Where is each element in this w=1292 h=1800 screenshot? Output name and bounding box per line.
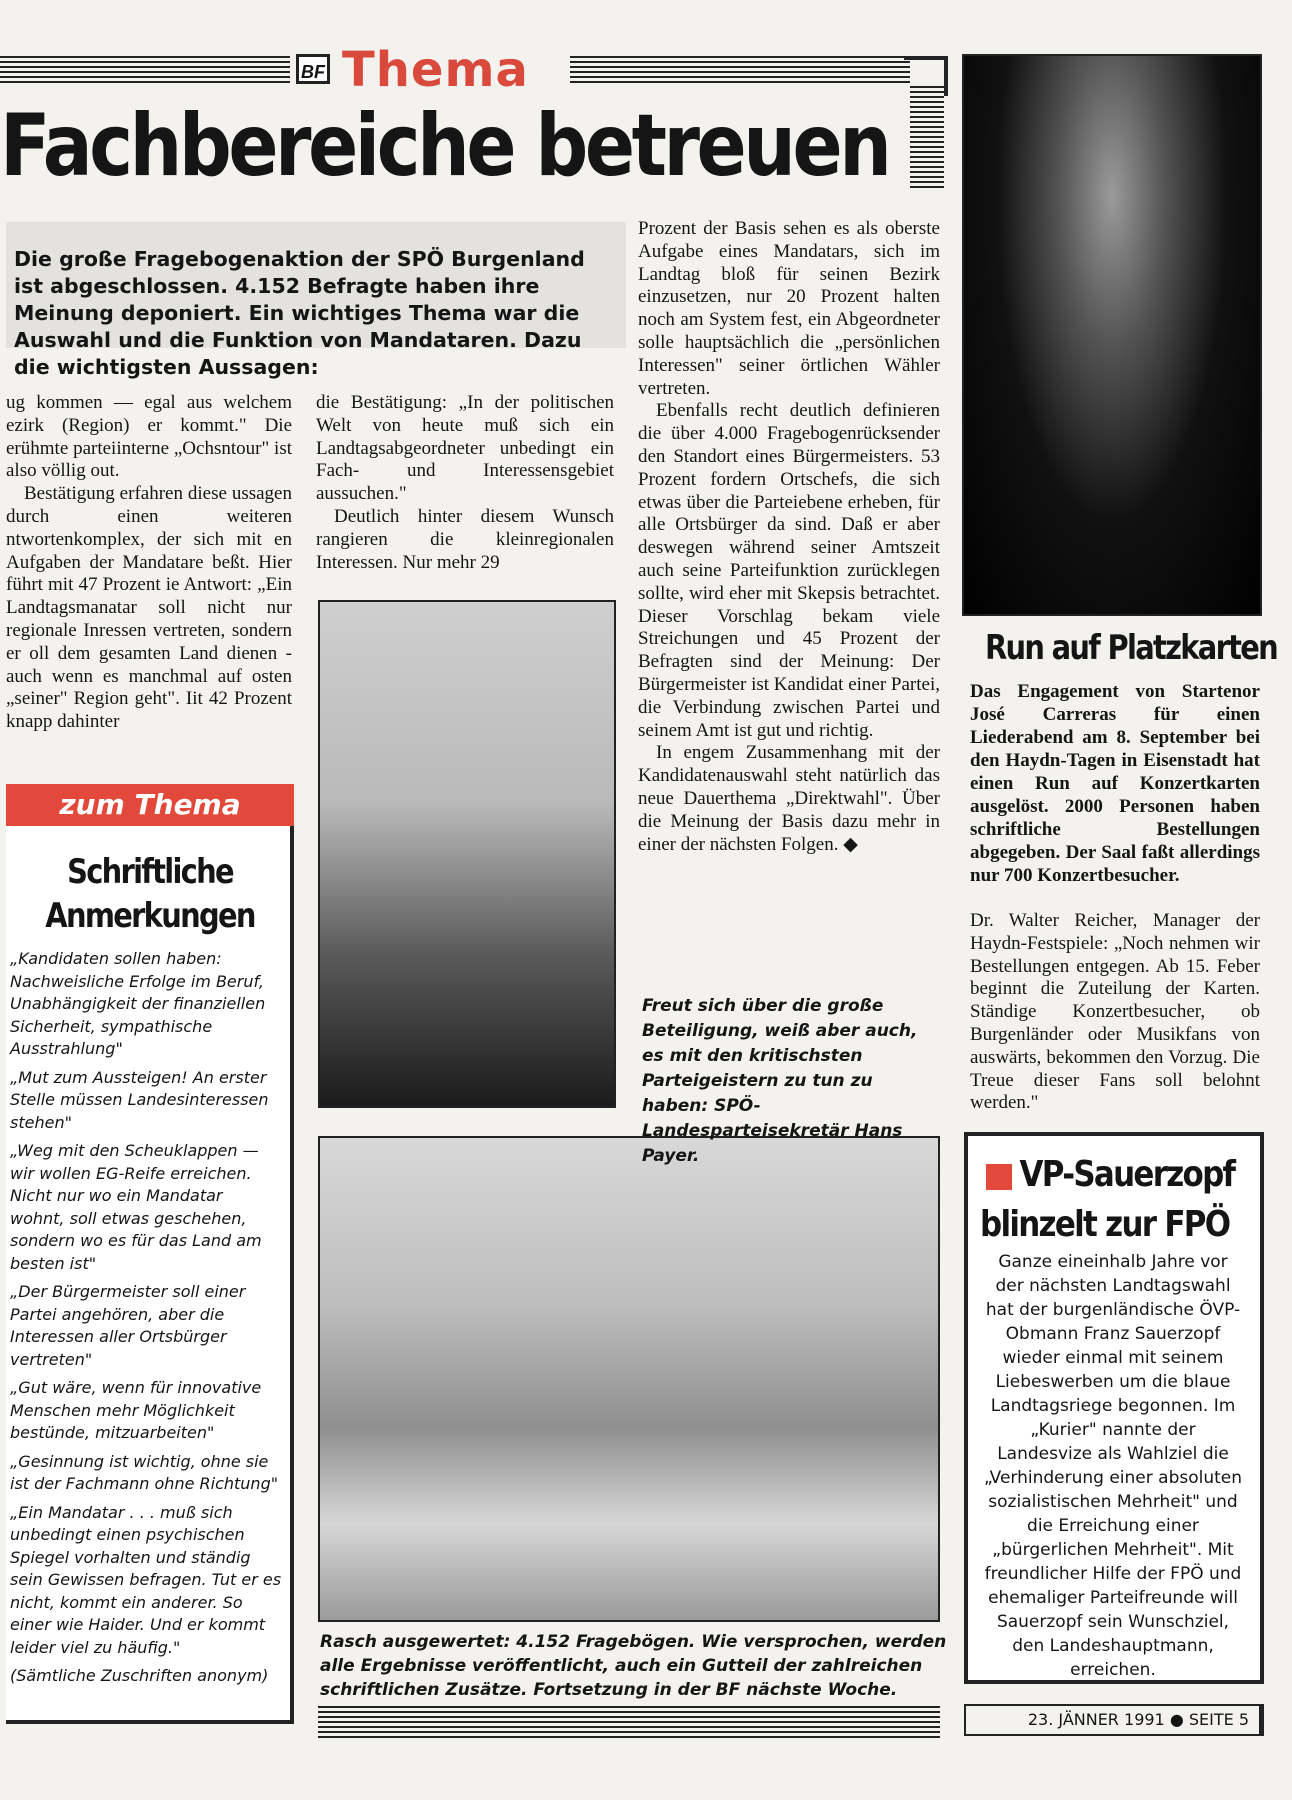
kicker-row (0, 42, 930, 98)
photo-caption-desk: Rasch ausgewertet: 4.152 Fragebögen. Wie versprochen, werden alle Ergebnisse veröffentlicht, auch ein Gutteil der zahlreichen schriftlichen Zusätze. Fortsetzung in der BF nächste Woche. (320, 1632, 947, 1700)
paragraph: Deutlich hinter diesem Wunsch rangieren die kleinregionalen Interessen. Nur mehr 29 (316, 505, 614, 573)
quote: „Kandidaten sollen haben: Nachweisliche Erfolge im Beruf, Unabhängigkeit der finanziellen Sicherheit, sympathische Ausstrahlung" (10, 949, 266, 1058)
paragraph: Bestätigung erfahren diese ussagen durch einen weiteren ntwortenkomplex, der sich mit en Aufgaben der Mandatare beßt. Hier führt mit 47 Prozent ie Antwort: „Ein Landtagsmanatar soll nicht nur regionale Inressen vertreten, sondern er oll dem gesamten Land dienen - auch wenn es manchmal auf osten „seiner" Region geht". Iit 42 Prozent knapp dahinter (6, 483, 292, 733)
kicker-stripe-left (0, 56, 290, 84)
vp-title-line1: VP-Sauerzopf (1019, 1154, 1235, 1195)
article-column-2 (316, 392, 614, 574)
paragraph: die Bestätigung: „In der politischen Welt von heute muß sich ein Landtagsabgeordneter unbedingt ein Fach- und Interessensgebiet aussuchen." (316, 392, 614, 505)
run-lead: Das Engagement von Startenor José Carreras für einen Liederabend am 8. September bei den Haydn-Tagen in Eisenstadt hat einen Run auf Konzertkarten ausgelöst. 2000 Personen haben schriftliche Bestellungen abgegeben. Der Saal faßt allerdings nur 700 Konzertbesucher. (970, 681, 1260, 886)
quote: „Der Bürgermeister soll einer Partei angehören, aber die Interessen aller Ortsbürger vertreten" (10, 1282, 246, 1369)
run-body: Dr. Walter Reicher, Manager der Haydn-Festspiele: „Noch nehmen wir Bestellungen entgegen. Ab 15. Feber beginnt die Zuteilung der Karten. Ständige Konzertbesucher, ob Burgenländer oder Musikfans von auswärts, bekommen den Vorzug. Die Treue dieser Fans soll belohnt werden." (970, 910, 1260, 1114)
paragraph: In engem Zusammenhang mit der Kandidatenauswahl steht natürlich das neue Dauerthema „Direktwahl". Über die Meinung der Basis dazu mehr in einer der nächsten Folgen. ◆ (638, 742, 940, 855)
kicker-stripe-right (570, 56, 910, 84)
photo-jose-carreras (962, 54, 1262, 616)
photo-hans-payer (318, 600, 616, 1108)
footer-date-page: 23. JÄNNER 1991 ● SEITE 5 (964, 1704, 1264, 1736)
photo-questionnaires-desk (318, 1136, 940, 1622)
paragraph: Prozent der Basis sehen es als oberste Aufgabe eines Mandatars, sich im Landtag bloß für seinen Bezirk einzusetzen, nur 20 Prozent halten noch am System fest, ein Abgeordneter solle hauptsächlich die „persönlichen Interessen" seiner örtlichen Wähler vertreten. (638, 218, 940, 399)
intro-text: Die große Fragebogenaktion der SPÖ Burgenland ist abgeschlossen. 4.152 Befragte haben ihre Meinung deponiert. Ein wichtiges Thema war die Auswahl und die Funktion von Mandataren. Dazu die wichtigsten Aussagen: (14, 247, 585, 379)
quote-note: (Sämtliche Zuschriften anonym) (10, 1666, 269, 1685)
bf-logo: BF (296, 54, 330, 84)
quote: „Weg mit den Scheuklappen — wir wollen EG-Reife erreichen. Nicht nur wo ein Mandatar wohnt, soll etwas geschehen, sondern wo es für das Land am besten ist" (10, 1141, 262, 1273)
headline: Fachbereiche betreuen (0, 96, 889, 196)
header-frame-stripe (910, 86, 944, 188)
article-column-3 (638, 218, 940, 856)
quote: „Ein Mandatar . . . muß sich unbedingt einen psychischen Spiegel vorhalten und ständig sein Gewissen befragen. Tut er es nicht, kommt ein anderer. So einer wie Haider. Und er kommt leider viel zu häufig." (10, 1502, 282, 1657)
vp-body: Ganze eineinhalb Jahre vor der nächsten Landtagswahl hat der burgenländische ÖVP-Obmann Franz Sauerzopf wieder einmal mit seinem Liebeswerben um die blaue Landtagsriege begonnen. Im „Kurier" nannte der Landesvize als Wahlziel die „Verhinderung einer absoluten sozialistischen Mehrheit" und die Erreichung einer „bürgerlichen Mehrheit". Mit freundlicher Hilfe der FPÖ und ehemaliger Parteifreunde will Sauerzopf sein Wunschziel, den Landeshauptmann, erreichen. (983, 1252, 1243, 1680)
paragraph: ug kommen — egal aus welchem ezirk (Region) er kommt." Die erühmte parteiinterne „Ochsntour" ist also völlig out. (6, 392, 292, 482)
vp-title (980, 1150, 1235, 1250)
photo-caption-payer: Freut sich über die große Beteiligung, weiß aber auch, es mit den kritischsten Parteigeistern zu tun zu haben: SPÖ-Landesparteisekretär Hans Payer. (642, 996, 918, 1166)
quote: „Mut zum Aussteigen! An erster Stelle müssen Landesinteressen stehen" (10, 1067, 269, 1132)
bottom-stripe (318, 1706, 940, 1740)
paragraph: Ebenfalls recht deutlich definieren die über 4.000 Fragebogenrücksender den Standort eines Bürgermeisters. 53 Prozent fordern Ortschefs, die sich etwas über die Parteiebene erheben, für alle Ortsbürger da sind. Daß er aber deswegen während seiner Amtszeit auch seine Parteifunktion zurücklegen sollte, wird eher mit Skepsis betrachtet. Dieser Vorschlag bekam viele Streichungen und 45 Prozent der Befragten sind der Meinung: Der Bürgermeister ist Kandidat einer Partei, die Verbindung zwischen Partei und seinem Amt ist gut und richtig. (638, 400, 940, 741)
kicker-label: Thema (342, 42, 529, 98)
article-column-1 (6, 392, 292, 734)
run-title: Run auf Platzkarten (984, 628, 1278, 668)
quote: „Gesinnung ist wichtig, ohne sie ist der Fachmann ohne Richtung" (10, 1451, 279, 1493)
zum-thema-quotes (10, 948, 282, 1694)
vp-title-line2: blinzelt zur FPÖ (980, 1204, 1230, 1245)
zum-thema-title: Schriftliche Anmerkungen (45, 852, 255, 936)
zum-thema-label: zum Thema (59, 788, 241, 821)
quote: „Gut wäre, wenn für innovative Menschen mehr Möglichkeit bestünde, mitzuarbeiten" (10, 1378, 262, 1442)
